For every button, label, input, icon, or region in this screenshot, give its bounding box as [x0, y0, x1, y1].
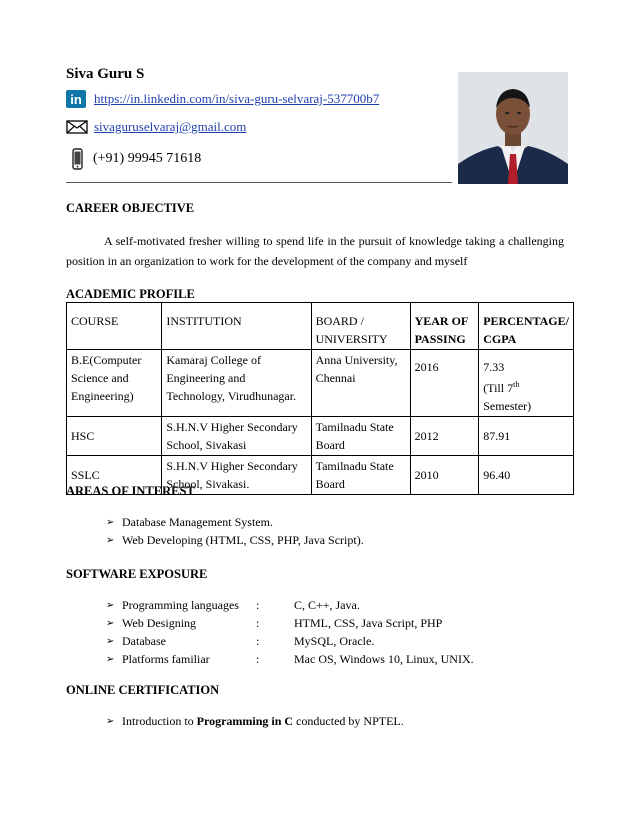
col-course: COURSE: [67, 303, 162, 350]
list-item: [106, 614, 474, 632]
list-item: [106, 531, 364, 549]
academic-profile-heading: ACADEMIC PROFILE: [66, 287, 195, 301]
software-list: [106, 596, 474, 668]
email-icon: [66, 120, 88, 134]
cell-year: 2016: [410, 350, 479, 417]
separator: :: [256, 633, 260, 648]
score-note-sup: th: [513, 380, 520, 389]
list-item: [106, 632, 474, 650]
software-value: C, C++, Java.: [294, 597, 360, 612]
cert-text-pre: Introduction to: [122, 713, 197, 728]
software-value: MySQL, Oracle.: [294, 633, 375, 648]
phone-number: (+91) 99945 71618: [93, 151, 202, 166]
cell-institution: S.H.N.V Higher Secondary School, Sivakasi.: [162, 456, 311, 495]
cell-score: 96.40: [479, 456, 574, 495]
phone-row: [72, 148, 201, 170]
email-link[interactable]: sivaguruselvaraj@gmail.com: [94, 119, 247, 134]
col-score: PERCENTAGE/ CGPA: [479, 303, 574, 350]
arrow-bullet-icon: ➢: [106, 653, 115, 665]
cert-course-name: Programming in C: [196, 713, 294, 728]
cell-year: 2010: [410, 456, 479, 495]
software-value: Mac OS, Windows 10, Linux, UNIX.: [294, 651, 474, 666]
cell-course: HSC: [67, 417, 162, 456]
col-institution: INSTITUTION: [162, 303, 311, 350]
online-certification-heading: ONLINE CERTIFICATION: [66, 683, 220, 697]
career-objective-text: A self-motivated fresher willing to spend life in the pursuit of knowledge taking a challenging position in an organization to work for the development of the company and myself: [66, 234, 564, 268]
profile-photo: [458, 72, 568, 184]
software-label: Platforms familiar: [122, 651, 210, 666]
arrow-bullet-icon: ➢: [106, 534, 115, 546]
col-year: YEAR OF PASSING: [410, 303, 479, 350]
cell-course: SSLC: [67, 456, 162, 495]
list-item: [106, 712, 404, 730]
arrow-bullet-icon: ➢: [106, 635, 115, 647]
score-note-pre: (Till 7: [483, 381, 514, 395]
score-note: [483, 376, 569, 415]
cell-institution: Kamaraj College of Engineering and Technology, Virudhunagar.: [162, 350, 311, 417]
software-value: HTML, CSS, Java Script, PHP: [294, 615, 443, 630]
software-label: Database: [122, 633, 166, 648]
phone-icon: [72, 148, 83, 170]
separator: :: [256, 615, 260, 630]
table-row: [67, 417, 574, 456]
academic-table: [66, 302, 574, 495]
list-item: [106, 596, 474, 614]
table-header-row: [67, 303, 574, 350]
table-row: [67, 350, 574, 417]
software-label: Web Designing: [122, 615, 197, 630]
separator: :: [256, 597, 260, 612]
certification-list: [106, 712, 404, 730]
linkedin-link[interactable]: https://in.linkedin.com/in/siva-guru-selvaraj-537700b7: [94, 91, 380, 106]
cell-year: 2012: [410, 417, 479, 456]
candidate-name: Siva Guru S: [66, 66, 145, 82]
score-note-post: Semester): [483, 399, 532, 413]
arrow-bullet-icon: ➢: [106, 715, 115, 727]
software-label: Programming languages: [122, 597, 239, 612]
header-divider: [66, 182, 452, 183]
cell-board: Tamilnadu State Board: [311, 417, 410, 456]
linkedin-row: [66, 90, 379, 108]
arrow-bullet-icon: ➢: [106, 617, 115, 629]
list-item: [106, 650, 474, 668]
interest-text: Database Management System.: [122, 514, 273, 529]
cell-score: 87.91: [479, 417, 574, 456]
email-row: [66, 119, 246, 135]
col-board: BOARD / UNIVERSITY: [311, 303, 410, 350]
cell-course: B.E(Computer Science and Engineering): [67, 350, 162, 417]
linkedin-icon: in: [66, 90, 86, 108]
separator: :: [256, 651, 260, 666]
career-objective-heading: CAREER OBJECTIVE: [66, 201, 195, 215]
arrow-bullet-icon: ➢: [106, 516, 115, 528]
software-exposure-heading: SOFTWARE EXPOSURE: [66, 567, 208, 581]
cell-institution: S.H.N.V Higher Secondary School, Sivakasi: [162, 417, 311, 456]
cert-text-post: conducted by NPTEL.: [293, 713, 404, 728]
cell-board: Tamilnadu State Board: [311, 456, 410, 495]
score-value: 7.33: [483, 360, 505, 374]
interests-list: [106, 513, 364, 549]
areas-of-interest-heading: AREAS OF INTEREST: [66, 484, 195, 498]
list-item: [106, 513, 364, 531]
interest-text: Web Developing (HTML, CSS, PHP, Java Script).: [122, 532, 364, 547]
arrow-bullet-icon: ➢: [106, 599, 115, 611]
cell-score: [479, 350, 574, 417]
cell-board: Anna University, Chennai: [311, 350, 410, 417]
